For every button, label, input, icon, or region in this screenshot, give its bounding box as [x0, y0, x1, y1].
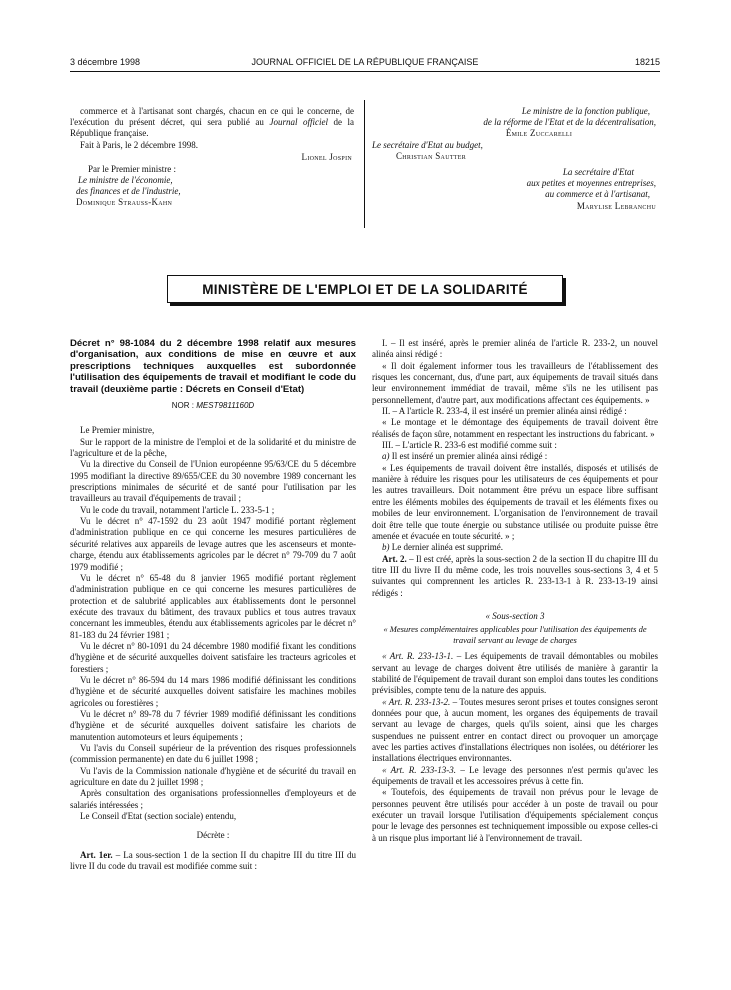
budget-name: Christian Sautter [396, 150, 467, 161]
section-III-a: a) Il est inséré un premier alinéa ainsi rédigé : [382, 451, 548, 462]
para-avis-conseil: Vu l'avis du Conseil supérieur de la prévention des risques professionnels (commission permanente) en date du 6 juillet 1998 ; [70, 743, 356, 765]
decree-title: Décret n° 98-1084 du 2 décembre 1998 relatif aux mesures d'organisation, aux conditions de mise en œuvre et aux prescriptions techniques auxquelles est subordonnée l'utilisation des équipements de travail et modifiant le code du travail (deuxième partie : Décrets en Conseil d'Etat) [70, 338, 356, 395]
pme-title-3: au commerce et à l'artisanat, [545, 189, 650, 200]
section-II-text: « Le montage et le démontage des équipements de travail doivent être réalisés de façon sûre, notamment en respectant les instructions du fabricant. » [372, 417, 658, 439]
section-III-a-text: « Les équipements de travail doivent être installés, disposés et utilisés de manière à réduire les risques pour les utilisateurs de ces équipements et pour les autres travailleurs. Doit notamment être prévu un espace libre suffisant entre les éléments mobiles des équipements de travail et les éléments fixes ou mobiles de leur environnement. L'organisation de l'environnement de travail doit être telle que toute énergie ou substance utilisée ou produite puisse être amenée et évacuée en toute sécurité. » ; [372, 462, 658, 541]
decree-left-column [70, 338, 356, 872]
header-journal-title: JOURNAL OFFICIEL DE LA RÉPUBLIQUE FRANÇAISE [251, 57, 479, 67]
subsection-3-heading: « Sous-section 3 [485, 610, 545, 621]
header-page-number: 18215 [634, 57, 660, 67]
minister-title-1: Le ministre de l'économie, [78, 175, 173, 186]
para-vu-decret-1986: Vu le décret n° 86-594 du 14 mars 1986 modifié définissant les conditions d'hygiène et de sécurité auxquelles doivent satisfaire les machines mobiles agricoles ou forestières ; [70, 674, 356, 708]
article-R233-13-3: « Art. R. 233-13-3. – Le levage des personnes n'est permis qu'avec les équipements de travail et les accessoires prévus à cette fin. [372, 764, 658, 787]
article-1: Art. 1er. – La sous-section 1 de la section II du chapitre III du titre III du livre II du code du travail est modifiée comme suit : [70, 849, 357, 872]
para-vu-decret-1947: Vu le décret n° 47-1592 du 23 août 1947 modifié portant règlement d'administration publique en ce qui concerne les mesures particulières de sécurité relatives aux appareils de levage autres que les ascenseurs et monte-charge, étendu aux établissements agricoles par le décret n° 79-709 du 7 août 1979 modifié ; [70, 516, 356, 572]
signatures-right [372, 106, 656, 212]
section-III-b: b) Le dernier alinéa est supprimé. [382, 542, 503, 553]
prime-minister-name: Lionel Jospin [301, 151, 352, 162]
previous-decree-closing [70, 106, 354, 209]
closing-paragraph: commerce et à l'artisanat sont chargés, chacun en ce qui le concerne, de l'exécution du présent décret, qui sera publié au Journal officiel de la République française. [70, 106, 354, 139]
fp-title-2: de la réforme de l'Etat et de la décentralisation, [483, 117, 656, 128]
done-at: Fait à Paris, le 2 décembre 1998. [80, 139, 198, 150]
page-header [70, 57, 660, 72]
para-vu-code: Vu le code du travail, notamment l'article L. 233-5-1 ; [80, 504, 275, 515]
para-consultation: Après consultation des organisations professionnelles d'employeurs et de salariés intéressées ; [70, 788, 356, 810]
article-2: Art. 2. – Il est créé, après la sous-section 2 de la section II du chapitre III du titre III du livre II du même code, les trois nouvelles sous-sections 3, 4 et 5 suivantes qui comprennent les articles R. 233-13-1 à R. 233-13-19 ainsi rédigés : [372, 553, 658, 598]
nor-reference: NOR : MEST9811160D [171, 401, 255, 411]
para-conseil-etat: Le Conseil d'Etat (section sociale) entendu, [80, 811, 237, 822]
para-vu-decret-1965: Vu le décret n° 65-48 du 8 janvier 1965 modifié portant règlement d'administration publique en ce qui concerne les mesures particulières de protection et de salubrité applicables aux établissements dont le personnel exécute des travaux du bâtiment, des travaux publics et tous autres travaux concernant les immeubles, étendu aux établissements agricoles par le décret n° 81-183 du 24 février 1981 ; [70, 572, 356, 640]
fp-title-1: Le ministre de la fonction publique, [521, 106, 650, 116]
para-avis-commission: Vu l'avis de la Commission nationale d'hygiène et de sécurité du travail en agriculture en date du 2 juillet 1998 ; [70, 765, 356, 788]
budget-title: Le secrétaire d'Etat au budget, [372, 139, 483, 150]
section-III: III. – L'article R. 233-6 est modifié comme suit : [382, 440, 557, 451]
para-vu-directive: Vu la directive du Conseil de l'Union européenne 95/63/CE du 5 décembre 1995 modifiant la directive 89/655/CEE du 30 novembre 1989 concernant les prescriptions minimales de sécurité et de santé pour l'utilisation par les travailleurs au travail d'équipements de travail ; [70, 459, 356, 504]
pme-title-2: aux petites et moyennes entreprises, [526, 178, 656, 189]
minister-title-2: des finances et de l'industrie, [76, 186, 181, 197]
section-I: I. – Il est inséré, après le premier alinéa de l'article R. 233-2, un nouvel alinéa ainsi rédigé : [372, 338, 658, 360]
column-divider [364, 100, 365, 228]
decrete: Décrète : [196, 830, 230, 841]
article-R233-13-3-toutefois: « Toutefois, des équipements de travail non prévus pour le levage de personnes peuvent être utilisés pour accéder à un poste de travail ou pour exécuter un travail lorsque l'utilisation d'équipements spécialement conçus pour le levage des personnes est techniquement impossible ou expose celles-ci à un risque plus important lié à l'environnement de travail. [372, 787, 658, 843]
section-II: II. – A l'article R. 233-4, il est inséré un premier alinéa ainsi rédigé : [382, 406, 627, 417]
subsection-3-title: « Mesures complémentaires applicables pour l'utilisation des équipements de travail servant au levage de charges [383, 624, 647, 645]
pme-name: Marylise Lebranchu [576, 200, 656, 211]
pme-title-1: La secrétaire d'Etat [562, 167, 634, 178]
fp-name: Émile Zuccarelli [505, 128, 573, 139]
para-vu-decret-1980: Vu le décret n° 80-1091 du 24 décembre 1980 modifié fixant les conditions d'hygiène et de sécurité auxquelles doivent satisfaire les tracteurs agricoles et forestiers ; [70, 640, 356, 674]
para-premier-ministre: Le Premier ministre, [80, 425, 155, 436]
minister-name: Dominique Strauss-Kahn [76, 197, 173, 208]
ministry-title: MINISTÈRE DE L'EMPLOI ET DE LA SOLIDARITÉ [202, 281, 528, 297]
decree-right-column [372, 338, 658, 844]
para-rapport: Sur le rapport de la ministre de l'emploi et de la solidarité et du ministre de l'agriculture et de la pêche, [70, 436, 356, 459]
by-prime-minister: Par le Premier ministre : [88, 163, 176, 174]
article-R233-13-2: « Art. R. 233-13-2. – Toutes mesures seront prises et toutes consignes seront données pour que, à aucun moment, les organes des équipements de travail servant au levage de charges, quels qu'ils soient, ainsi que les charges suspendues ne puissent entrer en contact direct ou provoquer un amorçage avec les parties actives d'installations électriques non isolées, ou détériorer les installations électriques environnantes. [372, 696, 658, 764]
header-date: 3 décembre 1998 [70, 57, 141, 67]
para-vu-decret-1989: Vu le décret n° 89-78 du 7 février 1989 modifié définissant les conditions d'hygiène et de sécurité auxquelles doivent satisfaire les chariots de manutention automoteurs et leurs équipements ; [70, 708, 356, 742]
section-I-text: « Il doit également informer tous les travailleurs de l'établissement des risques les concernant, dus, d'une part, aux équipements de travail situés dans leur environnement immédiat de travail, même s'ils ne les utilisent pas personnellement, d'autre part, aux modifications affectant ces équipements. » [372, 360, 658, 405]
article-R233-13-1: « Art. R. 233-13-1. – Les équipements de travail démontables ou mobiles servant au levage de charges doivent être utilisés de manière à garantir la stabilité de l'équipement de travail durant son emploi dans toutes les conditions prévisibles, compte tenu de la nature des appuis. [372, 651, 658, 696]
ministry-heading [167, 275, 563, 303]
